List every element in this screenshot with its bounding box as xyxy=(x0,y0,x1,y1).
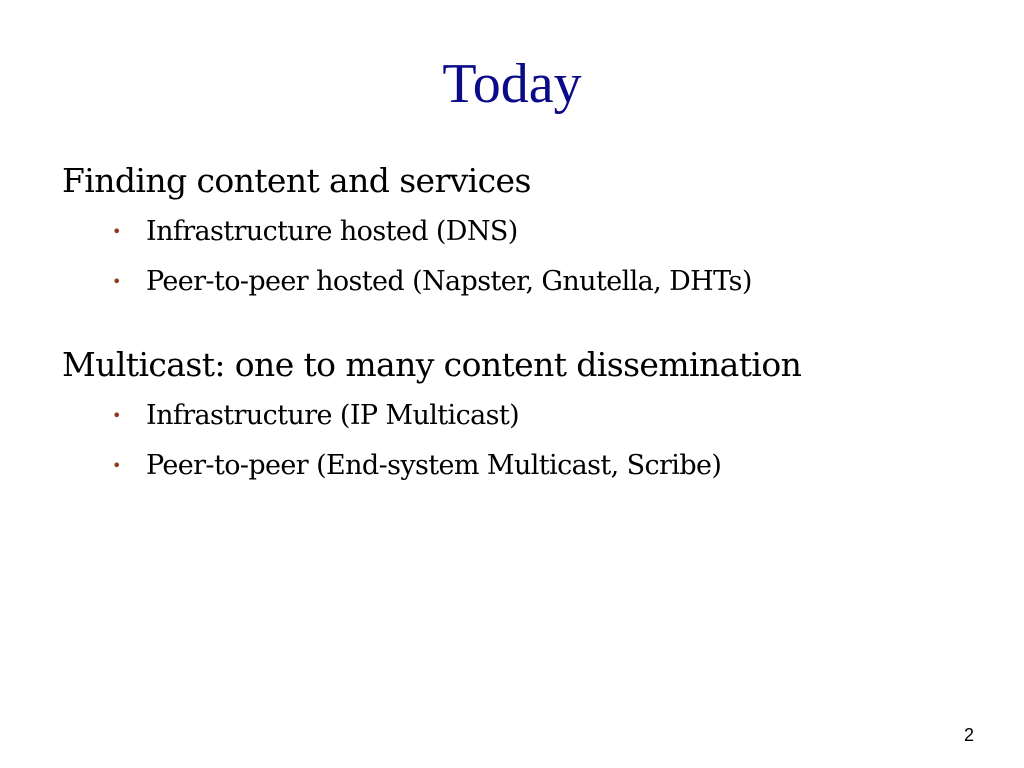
list-item xyxy=(112,394,962,438)
list-item xyxy=(112,260,962,304)
bullet-icon: • xyxy=(112,222,121,241)
list-item xyxy=(112,210,962,254)
bullet-icon: • xyxy=(112,272,121,291)
bullet-text: Infrastructure hosted (DNS) xyxy=(146,216,518,247)
section-heading: Multicast: one to many content dissemination xyxy=(62,345,802,384)
bullet-text: Peer-to-peer (End-system Multicast, Scribe) xyxy=(146,450,722,481)
section-multicast xyxy=(62,342,962,488)
bullet-list xyxy=(62,394,962,488)
bullet-text: Peer-to-peer hosted (Napster, Gnutella, DHTs) xyxy=(146,266,752,297)
bullet-icon: • xyxy=(112,406,121,425)
bullet-icon: • xyxy=(112,456,121,475)
slide-title: Today xyxy=(442,53,582,115)
page-number: 2 xyxy=(963,725,974,745)
bullet-text: Infrastructure (IP Multicast) xyxy=(146,400,520,431)
section-heading: Finding content and services xyxy=(62,161,531,200)
bullet-list xyxy=(62,210,962,304)
slide-content xyxy=(62,158,962,526)
list-item xyxy=(112,444,962,488)
section-finding-content xyxy=(62,158,962,304)
